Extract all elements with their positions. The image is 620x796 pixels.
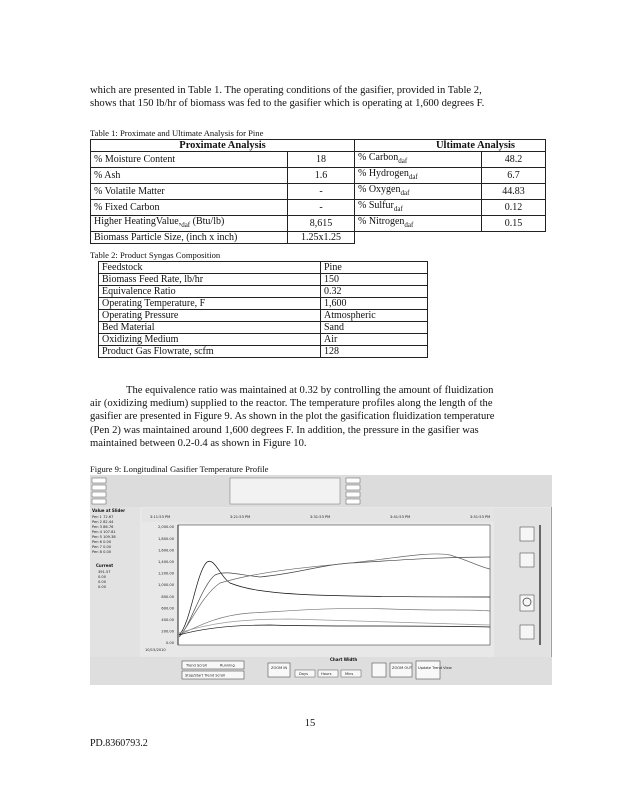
cell-label: % Nitrogen$_{daf}$ xyxy=(355,216,482,232)
table-row xyxy=(91,184,546,200)
cell-label: % Ash xyxy=(91,168,288,184)
cell-value: - xyxy=(288,184,355,200)
y-tick-label: 800.00 xyxy=(161,594,174,599)
trend-screenshot xyxy=(90,475,552,685)
value-slider-label: Value at Slider xyxy=(92,508,126,513)
document-id: PD.8360793.2 xyxy=(90,738,148,749)
scroll-down-button[interactable] xyxy=(520,625,534,639)
stop-start-label: Stop/Start Trend Scroll xyxy=(185,673,226,678)
pen-value: Pen 6 0.00 xyxy=(92,540,112,544)
cell-value: 1.25x1.25 xyxy=(288,232,355,244)
cell-label: % Volatile Matter xyxy=(91,184,288,200)
time-label: 3:21:53 PM xyxy=(230,515,251,519)
cell-value: 44.83 xyxy=(482,184,546,200)
para-line: gasifier are presented in Figure 9. As shown in the plot the gasification fluidization temperature xyxy=(90,411,495,423)
para-line: (Pen 2) was maintained around 1,600 degrees F. In addition, the pressure in the gasifier was xyxy=(90,424,479,436)
zoom-out-label: ZOOM OUT xyxy=(392,666,413,670)
cell-label: % Carbon$_{daf}$ xyxy=(355,152,482,168)
zoom-y-icon[interactable] xyxy=(520,553,534,567)
table-row xyxy=(91,200,546,216)
cell-label: % Moisture Content xyxy=(91,152,288,168)
y-tick-label: 1,200.00 xyxy=(157,571,174,576)
pen-table xyxy=(230,478,340,504)
y-tick-label: 2,000.00 xyxy=(157,525,174,530)
running-label: Running xyxy=(220,663,235,668)
ult-header: Ultimate Analysis xyxy=(355,140,546,152)
cell-label: Feedstock xyxy=(99,262,321,274)
cell-value: Pine xyxy=(321,262,428,274)
cell-label: Bed Material xyxy=(99,322,321,334)
cell-value: - xyxy=(288,200,355,216)
zoom-in-label: ZOOM IN xyxy=(271,666,288,670)
pen-toggle[interactable] xyxy=(346,478,360,483)
time-label: 3:31:53 PM xyxy=(310,515,331,519)
cell-value: Air xyxy=(321,334,428,346)
hours-label: Hours xyxy=(321,672,332,676)
cell-value: 0.12 xyxy=(482,200,546,216)
time-label: 3:41:53 PM xyxy=(390,515,411,519)
cell-label: Biomass Feed Rate, lb/hr xyxy=(99,274,321,286)
cell-value: 48.2 xyxy=(482,152,546,168)
para-line: air (oxidizing medium) supplied to the reactor. The temperature profiles along the length of the xyxy=(90,398,493,410)
chart-width-label: Chart Width xyxy=(330,657,358,662)
current-value: 0.00 xyxy=(98,580,107,584)
y-tick-label: 0.00 xyxy=(165,641,174,646)
empty-cell xyxy=(482,232,546,244)
y-tick-label: 400.00 xyxy=(161,618,174,622)
cell-value: 128 xyxy=(321,346,428,358)
para-line: maintained between 0.2-0.4 as shown in Figure 10. xyxy=(90,437,307,449)
table-row xyxy=(91,152,546,168)
y-tick-label: 1,600.00 xyxy=(157,548,174,553)
table-row xyxy=(99,286,428,298)
y-tick-label: 200.00 xyxy=(161,629,174,634)
table-row xyxy=(99,298,428,310)
cell-label: % Fixed Carbon xyxy=(91,200,288,216)
pen-toggle[interactable] xyxy=(92,499,106,504)
figure-caption: Figure 9: Longitudinal Gasifier Temperature Profile xyxy=(90,464,269,474)
table-syngas xyxy=(98,261,428,358)
cell-label: % Hydrogen$_{daf}$ xyxy=(355,168,482,184)
page-number: 15 xyxy=(304,718,316,729)
days-label: Days xyxy=(299,672,308,676)
cell-label: % Oxygen$_{daf}$ xyxy=(355,184,482,200)
pen-value: Pen 3 86.76 xyxy=(92,525,114,529)
pen-value: Pen 8 0.00 xyxy=(92,550,112,554)
mins-label: Mins xyxy=(345,672,354,676)
pen-value: Pen 7 0.00 xyxy=(92,545,112,549)
pen-toggle[interactable] xyxy=(92,485,106,490)
cell-label: Biomass Particle Size, (inch x inch) xyxy=(91,232,288,244)
table-row xyxy=(99,346,428,358)
cell-value: 0.32 xyxy=(321,286,428,298)
cell-label: Operating Pressure xyxy=(99,310,321,322)
table-row xyxy=(99,274,428,286)
cell-value: 0.15 xyxy=(482,216,546,232)
prox-header: Proximate Analysis xyxy=(91,140,355,152)
cell-value: 6.7 xyxy=(482,168,546,184)
time-label: 3:51:53 PM xyxy=(470,515,491,519)
cell-label: % Sulfur$_{daf}$ xyxy=(355,200,482,216)
scroll-up-button[interactable] xyxy=(520,527,534,541)
intro-paragraph xyxy=(90,84,550,110)
pen-toggle[interactable] xyxy=(92,478,106,483)
y-tick-label: 600.00 xyxy=(161,606,174,611)
table-row xyxy=(99,262,428,274)
pen-value: Pen 1 72.67 xyxy=(92,515,114,519)
current-value: 0.00 xyxy=(98,585,107,589)
cell-label: Oxidizing Medium xyxy=(99,334,321,346)
cell-value: 1.6 xyxy=(288,168,355,184)
cell-value: 18 xyxy=(288,152,355,168)
table-row xyxy=(91,232,546,244)
update-trend-button[interactable] xyxy=(416,661,440,679)
table-header-row xyxy=(91,140,546,152)
y-tick-label: 1,400.00 xyxy=(157,560,174,564)
intro-line-2: shows that 150 lb/hr of biomass was fed to the gasifier which is operating at 1,600 degrees F. xyxy=(90,98,485,109)
table-row xyxy=(91,216,546,232)
table-row xyxy=(91,168,546,184)
pen-toggle[interactable] xyxy=(346,499,360,504)
cell-label: Higher $HeatingValue,_{daf}$ (Btu/lb) xyxy=(91,216,288,232)
cell-value: 150 xyxy=(321,274,428,286)
update-trend-label: Update Trend View xyxy=(418,666,452,670)
table1-caption: Table 1: Proximate and Ultimate Analysis for Pine xyxy=(90,128,264,138)
current-value: 0.00 xyxy=(98,575,107,579)
table-row xyxy=(99,334,428,346)
table-row xyxy=(99,310,428,322)
pen-value: Pen 5 109.38 xyxy=(92,535,116,539)
current-label: Current xyxy=(96,563,114,568)
empty-cell xyxy=(355,232,482,244)
table-row xyxy=(99,322,428,334)
current-value: 391.57 xyxy=(98,570,111,574)
body-paragraph xyxy=(90,384,550,450)
trend-scroll-label: Trend Scroll xyxy=(186,663,207,668)
y-tick-label: 1,000.00 xyxy=(157,583,174,588)
start-date: 10/15/2010 xyxy=(145,648,166,652)
para-line: The equivalence ratio was maintained at 0.32 by controlling the amount of fluidization xyxy=(126,385,494,396)
cell-label: Product Gas Flowrate, scfm xyxy=(99,346,321,358)
table-proximate-ultimate xyxy=(90,139,546,244)
pen-value: Pen 4 107.81 xyxy=(92,530,116,534)
table2-caption: Table 2: Product Syngas Composition xyxy=(90,250,221,260)
pen-value: Pen 2 82.44 xyxy=(92,520,114,524)
pen-toggle[interactable] xyxy=(346,492,360,497)
zoom-icon[interactable] xyxy=(372,663,386,677)
pen-toggle[interactable] xyxy=(92,492,106,497)
pen-toggle[interactable] xyxy=(346,485,360,490)
time-label: 3:11:53 PM xyxy=(150,515,171,519)
cell-value: Sand xyxy=(321,322,428,334)
cell-value: 8,615 xyxy=(288,216,355,232)
cell-value: Atmospheric xyxy=(321,310,428,322)
cell-label: Equivalence Ratio xyxy=(99,286,321,298)
y-tick-label: 1,800.00 xyxy=(157,536,174,541)
magnify-icon[interactable] xyxy=(520,595,534,611)
cell-value: 1,600 xyxy=(321,298,428,310)
cell-label: Operating Temperature, F xyxy=(99,298,321,310)
intro-line-1: which are presented in Table 1. The operating conditions of the gasifier, provided in Table 2, xyxy=(90,85,482,96)
